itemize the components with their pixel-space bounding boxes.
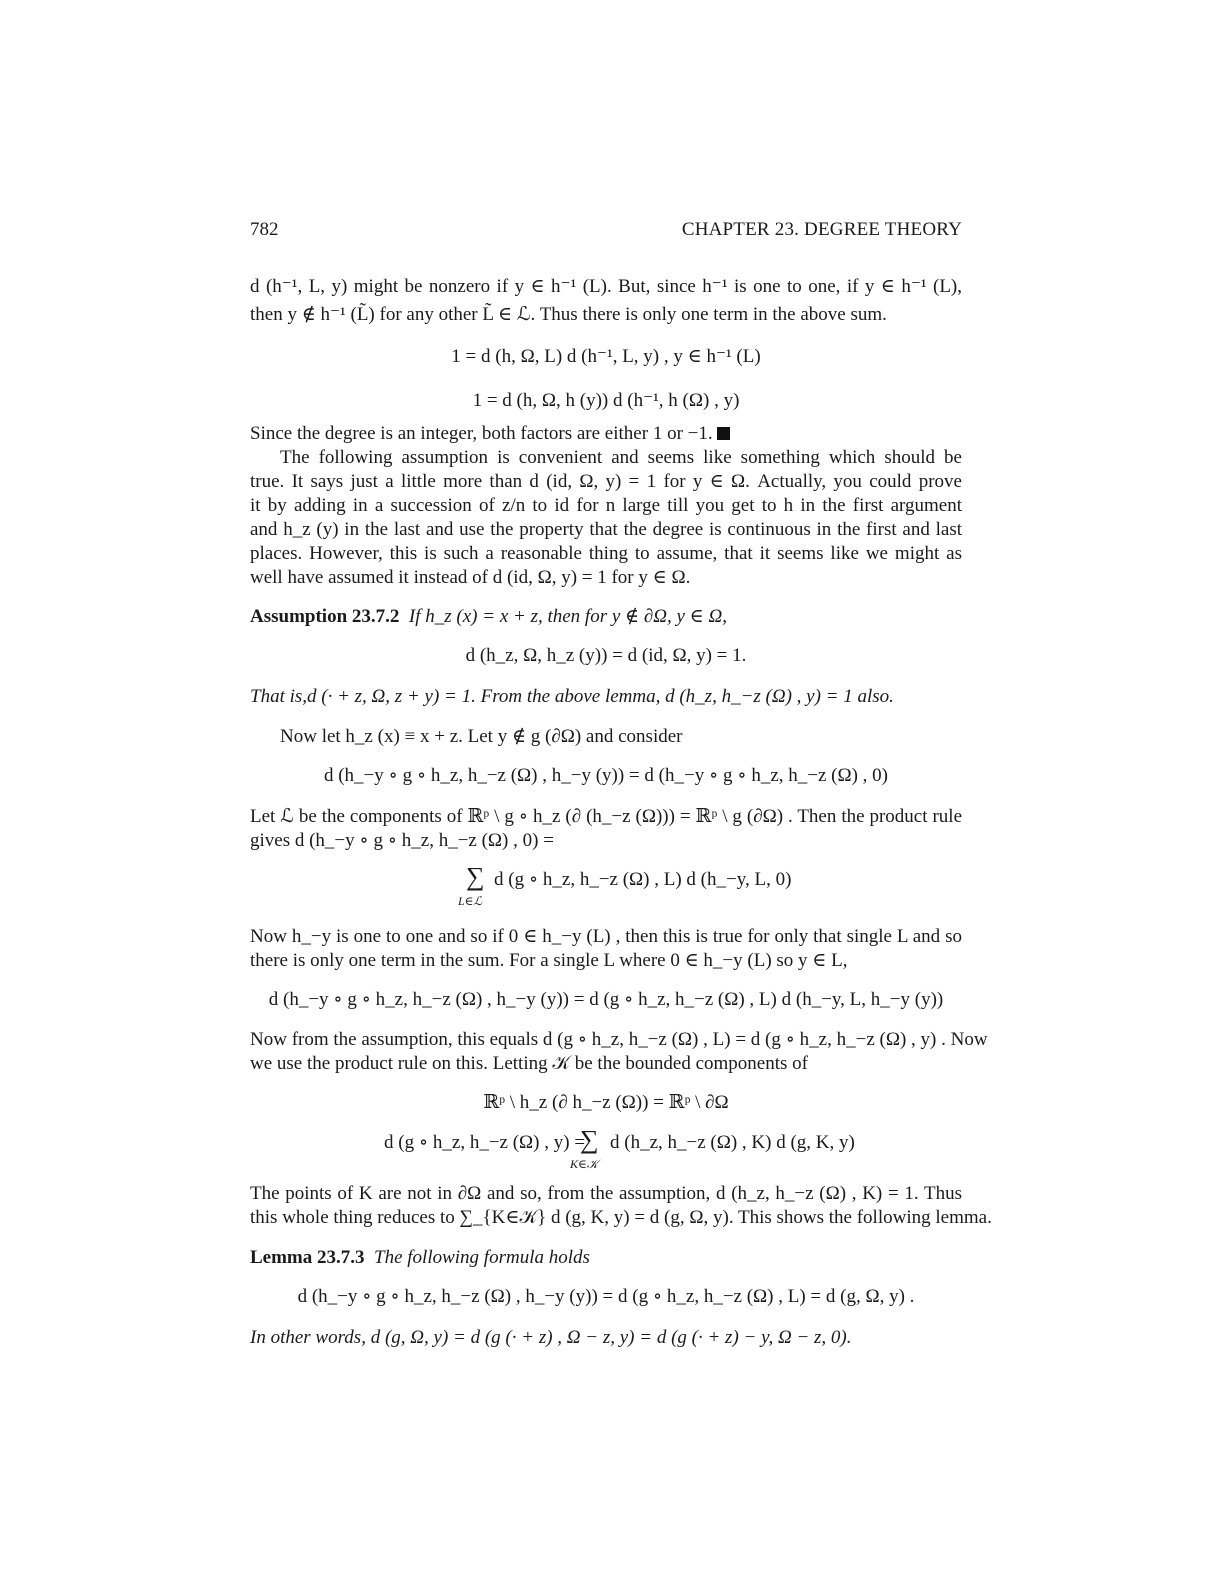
text-span: Since the degree is an integer, both factors are either 1 or −1. (250, 423, 713, 444)
assumption-text: If h_z (x) = x + z, then for y ∉ ∂Ω, y ∈ Ω, (408, 606, 727, 627)
summation-equation (250, 862, 962, 910)
qed-square-icon (717, 427, 730, 440)
equation: d (h_−y ∘ g ∘ h_z, h_−z (Ω) , h_−y (y)) = d (h_−y ∘ g ∘ h_z, h_−z (Ω) , 0) (323, 765, 889, 786)
text-line: The points of K are not in ∂Ω and so, from the assumption, d (h_z, h_−z (Ω) , K) = 1. Thus (250, 1183, 962, 1204)
text-line: there is only one term in the sum. For a single L where 0 ∈ h_−y (L) so y ∈ L, (250, 950, 848, 971)
text-line: we use the product rule on this. Letting 𝒦 be the bounded components of (250, 1053, 808, 1074)
text-line: well have assumed it instead of d (id, Ω, y) = 1 for y ∈ Ω. (250, 567, 691, 588)
chapter-title: CHAPTER 23. DEGREE THEORY (681, 219, 962, 240)
text-line: Let ℒ be the components of ℝᵖ \ g ∘ h_z (∂ (h_−z (Ω))) = ℝᵖ \ g (∂Ω) . Then the product rule (250, 806, 962, 827)
text-line: places. However, this is such a reasonable thing to assume, that it seems like we might as (250, 543, 962, 564)
assumption-label: Assumption 23.7.2 (250, 606, 400, 627)
equation: d (h_−y ∘ g ∘ h_z, h_−z (Ω) , h_−y (y)) = d (g ∘ h_z, h_−z (Ω) , L) = d (g, Ω, y) . (297, 1286, 915, 1307)
summation-body: d (h_z, h_−z (Ω) , K) d (g, K, y) (610, 1132, 855, 1153)
text-line: That is,d (· + z, Ω, z + y) = 1. From the above lemma, d (h_z, h_−z (Ω) , y) = 1 also. (250, 686, 894, 707)
summation-index: L∈ℒ (458, 894, 483, 908)
running-header (250, 219, 962, 245)
equation: ℝᵖ \ h_z (∂ h_−z (Ω)) = ℝᵖ \ ∂Ω (483, 1092, 729, 1113)
text-line: Now let h_z (x) ≡ x + z. Let y ∉ g (∂Ω) and consider (280, 726, 683, 747)
summation-equation (250, 1125, 962, 1173)
summation-sign: ∑ (466, 862, 485, 891)
text-line: In other words, d (g, Ω, y) = d (g (· + z) , Ω − z, y) = d (g (· + z) − y, Ω − z, 0). (250, 1327, 852, 1348)
equation: 1 = d (h, Ω, h (y)) d (h⁻¹, h (Ω) , y) (472, 390, 740, 411)
text-line: then y ∉ h⁻¹ (L̃) for any other L̃ ∈ ℒ. Thus there is only one term in the above sum. (250, 304, 887, 325)
text-line: gives d (h_−y ∘ g ∘ h_z, h_−z (Ω) , 0) = (250, 830, 554, 851)
equation: 1 = d (h, Ω, L) d (h⁻¹, L, y) , y ∈ h⁻¹ (L) (451, 346, 761, 367)
summation-body: d (g ∘ h_z, h_−z (Ω) , L) d (h_−y, L, 0) (494, 869, 792, 890)
summation-index: K∈𝒦 (570, 1157, 599, 1171)
text-line: and h_z (y) in the last and use the property that the degree is continuous in the first and last (250, 519, 962, 540)
text-line: Now h_−y is one to one and so if 0 ∈ h_−y (L) , then this is true for only that single L and so (250, 926, 962, 947)
text-line: Now from the assumption, this equals d (g ∘ h_z, h_−z (Ω) , L) = d (g ∘ h_z, h_−z (Ω) , y) . Now (250, 1029, 988, 1050)
equation: d (h_z, Ω, h_z (y)) = d (id, Ω, y) = 1. (465, 645, 747, 666)
page (250, 0, 992, 1584)
page-number: 782 (250, 219, 279, 240)
text-line: true. It says just a little more than d (id, Ω, y) = 1 for y ∈ Ω. Actually, you could prove (250, 471, 962, 492)
summation-lhs: d (g ∘ h_z, h_−z (Ω) , y) = (384, 1132, 586, 1153)
text-line: The following assumption is convenient and seems like something which should be (280, 447, 962, 468)
lemma-heading (250, 1246, 962, 1270)
text-line (250, 422, 962, 446)
text-line: this whole thing reduces to ∑_{K∈𝒦} d (g, K, y) = d (g, Ω, y). This shows the following lemma. (250, 1207, 992, 1228)
text-line: it by adding in a succession of z/n to id for n large till you get to h in the first argument (250, 495, 962, 516)
lemma-label: Lemma 23.7.3 (250, 1247, 365, 1268)
summation-sign: ∑ (580, 1125, 599, 1154)
assumption-heading (250, 605, 962, 629)
equation: d (h_−y ∘ g ∘ h_z, h_−z (Ω) , h_−y (y)) = d (g ∘ h_z, h_−z (Ω) , L) d (h_−y, L, h_−y (y)) (268, 989, 944, 1010)
text-line: d (h⁻¹, L, y) might be nonzero if y ∈ h⁻¹ (L). But, since h⁻¹ is one to one, if y ∈ h⁻¹ (L), (250, 276, 962, 297)
lemma-text: The following formula holds (374, 1247, 590, 1268)
